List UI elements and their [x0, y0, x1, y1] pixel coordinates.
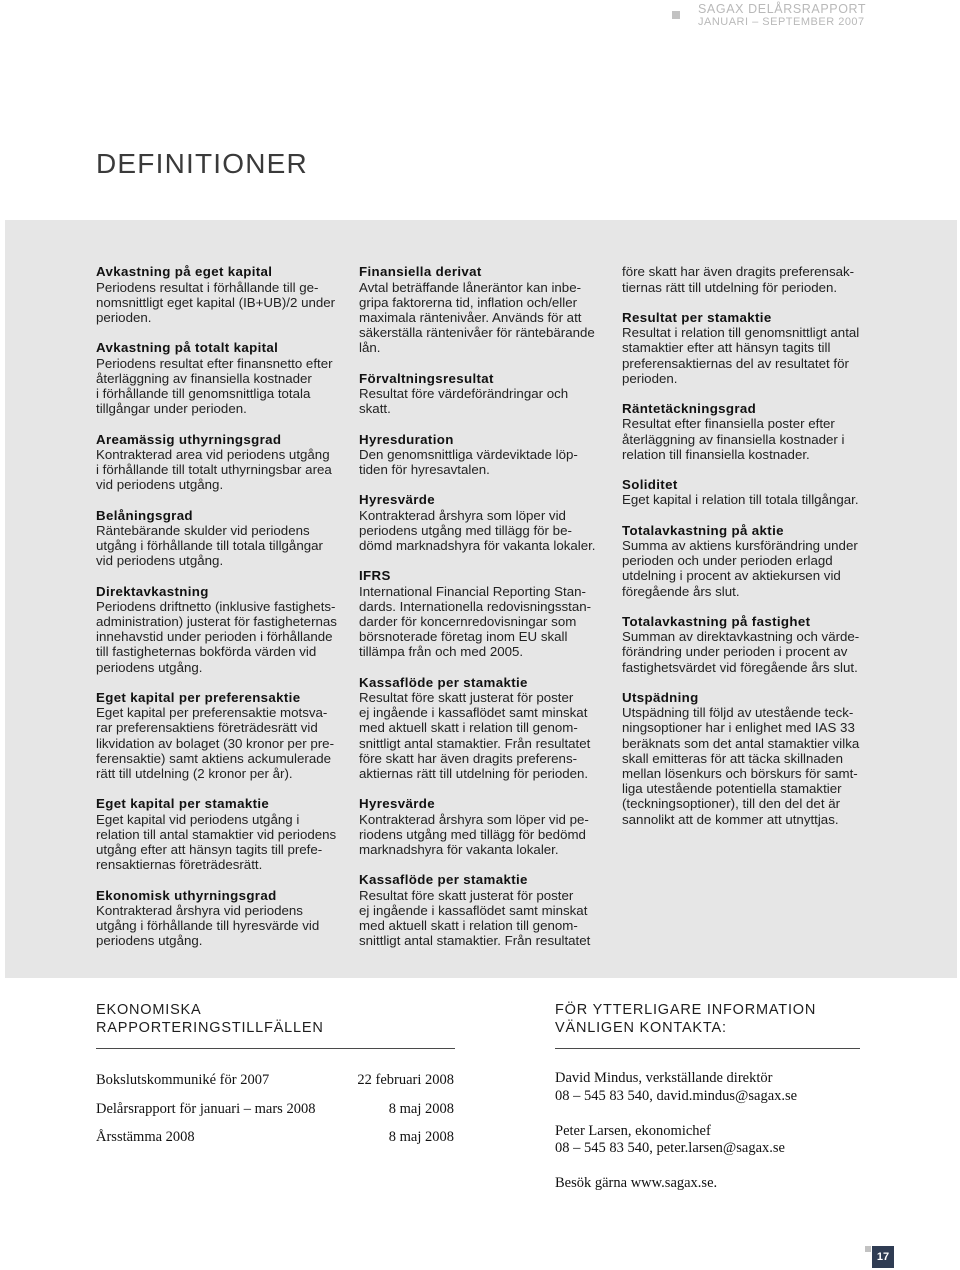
definition-entry — [359, 492, 609, 553]
definition-text-line: utdelning i procent av aktiekursen vid — [622, 568, 841, 584]
definition-entry — [96, 584, 346, 675]
contact-phone-email: 08 – 545 83 540, david.mindus@sagax.se — [555, 1087, 798, 1104]
definition-entry — [96, 888, 346, 949]
report-period: JANUARI – SEPTEMBER 2007 — [698, 16, 865, 28]
definition-text-line: relation till finansiella kostnader. — [622, 446, 810, 462]
definition-text-line: skatt. — [359, 401, 391, 417]
definition-term: Resultat per stamaktie — [622, 309, 772, 325]
definition-text-line: tillgångar under perioden. — [96, 401, 247, 417]
definition-text-line: snittligt antal stamaktier. Från resultatet — [359, 735, 591, 751]
definition-entry — [359, 796, 609, 857]
definition-term: Direktavkastning — [96, 583, 209, 599]
definition-text-line: Räntebärande skulder vid periodens — [96, 522, 310, 538]
definition-entry — [96, 340, 346, 416]
definition-entry — [359, 675, 609, 781]
definition-text-line: relation till antal stamaktier vid periodens — [96, 826, 337, 842]
definition-entry — [622, 310, 872, 386]
definition-text-line: rätt till utdelning (2 kronor per år). — [96, 766, 293, 782]
definition-text-line: i förhållande till totalt uthyrningsbar area — [96, 462, 332, 477]
reporting-heading-line-1: EKONOMISKA — [96, 1002, 202, 1018]
contact-name-title: Peter Larsen, ekonomichef — [555, 1122, 711, 1139]
definition-entry — [96, 796, 346, 872]
definition-text-line: vid periodens utgång. — [96, 477, 224, 493]
definition-text-line: Resultat efter finansiella poster efter — [622, 416, 835, 432]
definition-text-line: mellan lösenkurs och börskurs för samt- — [622, 766, 858, 781]
header-marker-square — [672, 11, 680, 19]
definition-term: Förvaltningsresultat — [359, 370, 494, 386]
definition-text-line: med aktuell skatt i relation till genom- — [359, 918, 578, 934]
reporting-event: Delårsrapport för januari – mars 2008 — [96, 1100, 316, 1117]
definition-entry — [96, 264, 346, 325]
definition-term: Belåningsgrad — [96, 507, 193, 523]
definition-text-line: förändring under perioden i procent av — [622, 644, 848, 660]
contact-divider — [555, 1048, 860, 1049]
definition-text-line: likvidation av bolaget (30 kronor per pre- — [96, 735, 334, 751]
definition-text-line: International Financial Reporting Stan- — [359, 583, 586, 599]
definition-text-line: lån. — [359, 340, 381, 356]
reporting-date: 8 maj 2008 — [388, 1129, 454, 1145]
definition-entry — [96, 690, 346, 781]
definition-text-line: snittligt antal stamaktier. Från resultatet — [359, 933, 591, 949]
definition-text-line: utgång efter att hänsyn tagits till prefe- — [96, 842, 323, 858]
definition-text-line: Kontrakterad årshyra som löper vid — [359, 507, 566, 523]
definition-entry — [96, 508, 346, 569]
definition-text-line: periodens utgång. — [96, 659, 203, 675]
definition-text-line: Kontrakterad area vid periodens utgång — [96, 446, 330, 462]
definition-text-line: ningsoptioner har i enlighet med IAS 33 — [622, 720, 855, 736]
definition-term: Totalavkastning på aktie — [622, 522, 784, 538]
definition-term: Finansiella derivat — [359, 264, 482, 280]
definition-text-line: tiernas rätt till utdelning för perioden. — [622, 279, 838, 295]
definition-text-line: Eget kapital vid periodens utgång i — [96, 811, 300, 827]
definition-text-line: riodens utgång med tillägg för bedömd — [359, 826, 586, 842]
definition-text-line: stamaktier efter att hänsyn tagits till — [622, 340, 831, 356]
reporting-heading-line-2: RAPPORTERINGSTILLFÄLLEN — [96, 1020, 324, 1036]
reporting-heading — [96, 1001, 324, 1037]
definition-text-line: Summa av aktiens kursförändring under — [622, 537, 858, 553]
definition-entry — [622, 614, 872, 675]
definition-text-line: dards. Internationella redovisningsstan- — [359, 598, 592, 614]
definition-term: Eget kapital per stamaktie — [96, 796, 270, 812]
definition-text-line: liga utestående potentiella stamaktier — [622, 781, 842, 797]
contact-block — [555, 1070, 797, 1193]
definition-text-line: perioden. — [96, 310, 152, 325]
definition-text-line: ej ingående i kassaflödet samt minskat — [359, 902, 588, 918]
contact-person — [555, 1123, 797, 1158]
page-marker-square — [865, 1246, 871, 1252]
definition-text-line: utgång i förhållande till totala tillgångar — [96, 538, 323, 553]
reporting-row — [96, 1100, 454, 1129]
definition-text-line: säkerställa räntenivåer för räntebärande — [359, 325, 595, 341]
definition-text-line: rar preferensaktiens företrädesrätt vid — [96, 720, 318, 736]
definition-text-line: ferensaktie) samt aktiens ackumulerade — [96, 750, 332, 766]
definition-text-line: fastighetsvärdet vid föregående års slut. — [622, 659, 858, 675]
definition-term: Totalavkastning på fastighet — [622, 613, 811, 629]
definition-text-line: Den genomsnittliga värdeviktade löp- — [359, 446, 578, 462]
definition-term: Avkastning på totalt kapital — [96, 340, 279, 356]
definition-text-line: börsnoterade företag inom EU skall — [359, 629, 568, 645]
definition-text-line: marknadshyra för vakanta lokaler. — [359, 842, 559, 858]
definition-entry — [359, 432, 609, 478]
report-name: SAGAX DELÅRSRAPPORT — [698, 2, 867, 16]
definition-text-line: Resultat före skatt justerat för poster — [359, 690, 574, 705]
definition-entry — [622, 477, 872, 507]
contact-heading — [555, 1001, 816, 1037]
definition-entry — [622, 523, 872, 599]
definition-text-line: gripa faktorerna tid, inflation och/eller — [359, 294, 578, 310]
definition-term: Ekonomisk uthyrningsgrad — [96, 887, 277, 903]
page-number: 17 — [872, 1246, 894, 1268]
contact-person — [555, 1070, 797, 1105]
definition-text-line: perioden. — [622, 370, 678, 386]
definition-text-line: Resultat före skatt justerat för poster — [359, 887, 574, 903]
definition-text-line: återläggning av finansiella kostnader i — [622, 431, 845, 447]
definition-text-line: Eget kapital i relation till totala tillgångar. — [622, 492, 859, 508]
definition-text-line: innehavstid under perioden i förhållande — [96, 629, 333, 645]
definition-text-line: rensaktiernas företrädesrätt. — [96, 857, 263, 873]
definitions-panel — [5, 220, 957, 978]
contact-phone-email: 08 – 545 83 540, peter.larsen@sagax.se — [555, 1140, 785, 1157]
definition-text-line: preferensaktiernas del av resultatet för — [622, 355, 849, 371]
definition-text-line: skall emitteras för att täcka skillnaden — [622, 750, 843, 766]
definition-text-line: före skatt har även dragits preferens- — [359, 750, 578, 766]
reporting-event: Årsstämma 2008 — [96, 1129, 195, 1145]
definition-term: Kassaflöde per stamaktie — [359, 872, 528, 888]
contact-name-title: David Mindus, verkställande direktör — [555, 1070, 773, 1087]
definition-text-line: ej ingående i kassaflödet samt minskat — [359, 705, 588, 721]
definition-text-line: dömd marknadshyra för vakanta lokaler. — [359, 538, 596, 553]
definition-text-line: (teckningsoptioner), till den del det är — [622, 796, 841, 812]
website-note: Besök gärna www.sagax.se. — [555, 1175, 718, 1192]
definitions-column-3 — [622, 264, 872, 842]
contact-heading-line-2: VÄNLIGEN KONTAKTA: — [555, 1020, 727, 1036]
definition-text-line: sannolikt att de kommer att utnyttjas. — [622, 811, 839, 827]
reporting-date: 22 februari 2008 — [357, 1072, 454, 1088]
definition-text-line: aktiernas rätt till utdelning för perioden. — [359, 766, 589, 782]
definition-text-line: administration) justerat för fastigheternas — [96, 614, 337, 629]
definition-entry — [96, 432, 346, 493]
definition-text-line: Kontrakterad årshyra vid periodens — [96, 902, 303, 918]
definition-term: Eget kapital per preferensaktie — [96, 690, 301, 705]
definition-term: Hyresvärde — [359, 492, 435, 508]
definition-entry-continued — [622, 264, 872, 294]
definition-text-line: Summan av direktavkastning och värde- — [622, 629, 860, 645]
definition-text-line: utgång i förhållande till hyresvärde vid — [96, 918, 320, 934]
definition-text-line: perioden och under perioden erlagd — [622, 553, 833, 569]
definition-text-line: i förhållande till genomsnittliga totala — [96, 386, 311, 401]
definition-text-line: maximala räntenivåer. Används för att — [359, 310, 582, 325]
definition-text-line: med aktuell skatt i relation till genom- — [359, 720, 578, 736]
definition-term: Hyresvärde — [359, 796, 435, 812]
definition-entry — [359, 568, 609, 659]
definition-entry — [359, 872, 609, 948]
definition-entry — [359, 371, 609, 417]
definition-text-line: beräknats som det antal stamaktier vilka — [622, 735, 860, 751]
definition-text-line: tiden för hyresavtalen. — [359, 462, 490, 477]
definition-text-line: Periodens resultat i förhållande till ge- — [96, 279, 319, 295]
definitions-column-1 — [96, 264, 346, 963]
definition-term: Soliditet — [622, 477, 678, 493]
reporting-date: 8 maj 2008 — [388, 1100, 454, 1117]
reporting-divider — [96, 1048, 455, 1049]
definition-text-line: periodens utgång. — [96, 933, 203, 949]
definition-text-line: Resultat i relation till genomsnittligt antal — [622, 325, 860, 341]
definition-text-line: tillämpa från och med 2005. — [359, 644, 524, 660]
definition-term: Areamässig uthyrningsgrad — [96, 431, 282, 447]
definition-term: Kassaflöde per stamaktie — [359, 674, 528, 690]
definition-entry — [622, 690, 872, 827]
definition-text-line: Periodens resultat efter finansnetto efter — [96, 355, 333, 371]
definition-text-line: Resultat före värdeförändringar och — [359, 386, 569, 401]
definition-text-line: Avtal beträffande låneräntor kan inbe- — [359, 279, 582, 295]
reporting-row — [96, 1071, 454, 1100]
definition-text-line: föregående års slut. — [622, 583, 740, 599]
reporting-row — [96, 1128, 454, 1157]
definition-text-line: före skatt har även dragits preferensak- — [622, 264, 855, 280]
definition-term: Utspädning — [622, 689, 699, 705]
definition-text-line: Kontrakterad årshyra som löper vid pe- — [359, 811, 589, 827]
definition-term: IFRS — [359, 568, 391, 584]
definition-text-line: återläggning av finansiella kostnader — [96, 370, 312, 386]
definition-term: Räntetäckningsgrad — [622, 401, 757, 417]
definition-text-line: darder för koncernredovisningar som — [359, 614, 577, 629]
definition-text-line: vid periodens utgång. — [96, 553, 224, 569]
definition-text-line: Eget kapital per preferensaktie motsva- — [96, 705, 328, 721]
definitions-column-2 — [359, 264, 609, 963]
definition-text-line: nomsnittligt eget kapital (IB+UB)/2 under — [96, 294, 336, 310]
definition-entry — [359, 264, 609, 355]
definition-text-line: till fastigheternas bokförda värden vid — [96, 644, 317, 660]
reporting-table — [96, 1071, 454, 1157]
page-title: DEFINITIONER — [96, 148, 308, 179]
definition-entry — [622, 401, 872, 462]
definition-text-line: Utspädning till följd av utestående teck- — [622, 705, 854, 721]
contact-heading-line-1: FÖR YTTERLIGARE INFORMATION — [555, 1002, 817, 1018]
definition-text-line: Periodens driftnetto (inklusive fastighets- — [96, 598, 336, 614]
definition-text-line: periodens utgång med tillägg för be- — [359, 522, 572, 538]
definition-term: Avkastning på eget kapital — [96, 264, 273, 280]
definition-term: Hyresduration — [359, 431, 454, 447]
reporting-event: Bokslutskommuniké för 2007 — [96, 1072, 270, 1088]
